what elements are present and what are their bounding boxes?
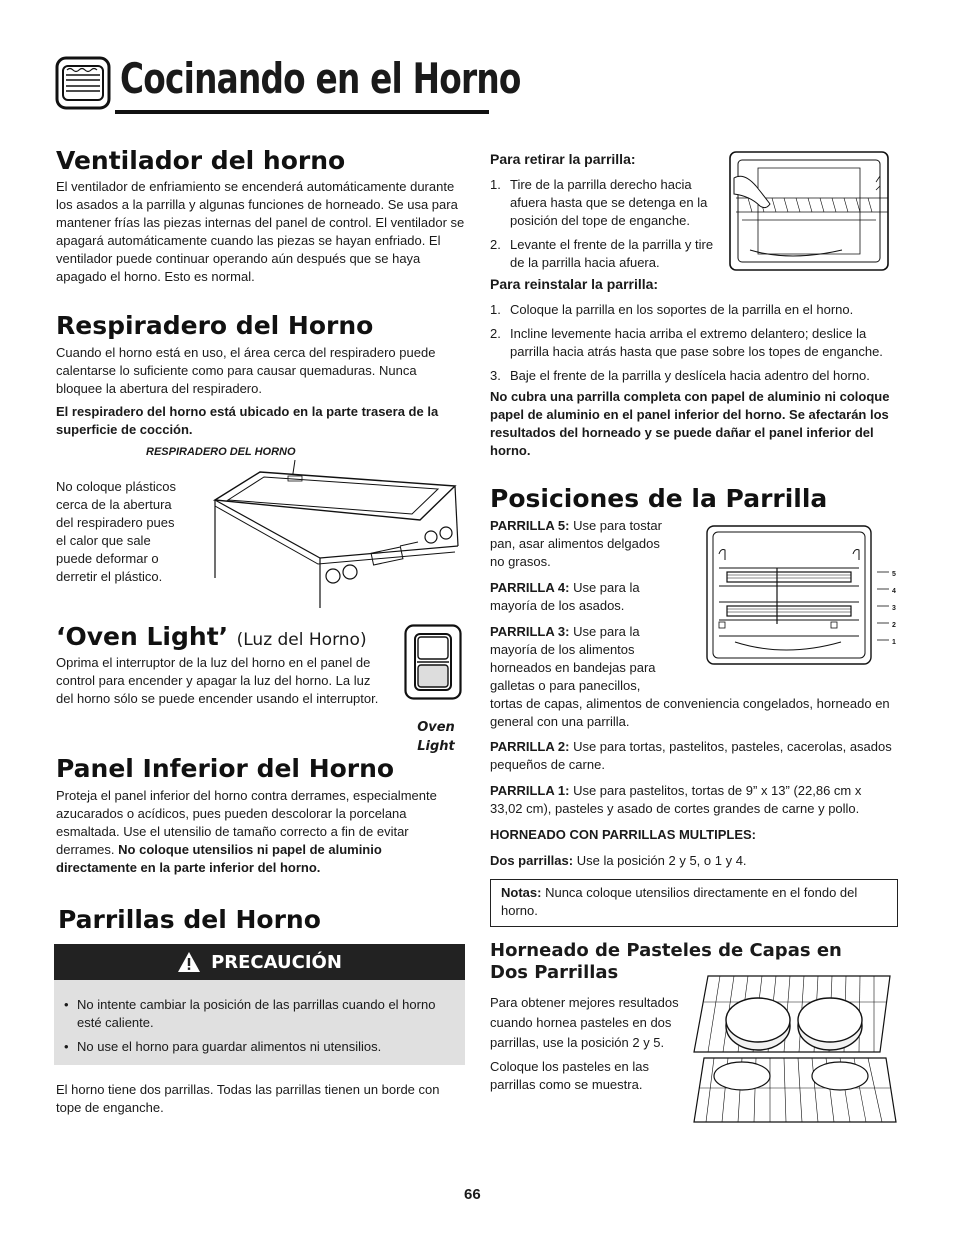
layer-cakes-heading: Horneado de Pasteles de Capas en Dos Parrillas [490, 940, 842, 983]
foil-warning: No cubra una parrilla completa con papel de aluminio ni coloque papel de aluminio en el panel inferior del horno. Se afectarán los resultados del horneado y se puede dañar el panel inferior del horno. [490, 389, 890, 458]
bottom-panel-bold: No coloque utensilios ni papel de aluminio directamente en la parte inferior del horno. [56, 842, 382, 875]
remove-heading: Para retirar la parrilla: [490, 151, 636, 167]
caution-item-text: No use el horno para guardar alimentos ni utensilios. [77, 1039, 382, 1054]
remove-step: 2. Levante el frente de la parrilla y tire de la parrilla hacia afuera. [490, 237, 714, 270]
oven-light-title: ‘Oven Light’ [56, 622, 229, 651]
oven-light-switch-label [412, 718, 460, 756]
rack-removal-illustration [728, 150, 890, 272]
cooktop-illustration [200, 458, 470, 610]
rack-number: 3 [892, 605, 896, 612]
rack-3-desc-cont: tortas de capas, alimentos de conveniencia congelados, horneado en general con una parrilla. [490, 696, 890, 729]
vent-body: Cuando el horno está en uso, el área cerca del respiradero puede calentarse lo suficiente como para causar quemaduras. Nunca bloquee la abertura del respiradero. [56, 345, 436, 396]
rack-1-desc: PARRILLA 1: Use para pastelitos, tortas de 9” x 13” (22,86 cm x 33,02 cm), pasteles y asado de cortes grandes de carne y pollo. [490, 783, 862, 816]
vent-heading: Respiradero del Horno [56, 311, 374, 340]
switch-label-line2: Light [417, 739, 455, 754]
light-switch-icon [404, 624, 462, 700]
remove-step: 1. Tire de la parrilla derecho hacia afuera hasta que se detenga en la posición del tope de enganche. [490, 177, 708, 228]
rack-number: 2 [892, 622, 896, 629]
vent-location-note: El respiradero del horno está ubicado en la parte trasera de la superficie de cocción. [56, 404, 439, 437]
caution-list [54, 980, 465, 1065]
reinstall-step: 1. Coloque la parrilla en los soportes de la parrilla en el horno. [490, 302, 854, 317]
fan-heading: Ventilador del horno [56, 146, 346, 175]
reinstall-step: 3. Baje el frente de la parrilla y deslícela hacia adentro del horno. [490, 368, 870, 383]
caution-item-text: No intente cambiar la posición de las parrillas cuando el horno esté caliente. [77, 997, 436, 1030]
reinstall-heading: Para reinstalar la parrilla: [490, 276, 659, 292]
positions-heading: Posiciones de la Parrilla [490, 484, 828, 513]
rack-number-scale [892, 566, 896, 651]
racks-heading: Parrillas del Horno [58, 905, 321, 934]
warning-icon [177, 951, 201, 973]
reinstall-steps [490, 301, 900, 391]
vent-figure-label: RESPIRADERO DEL HORNO [146, 446, 296, 458]
reinstall-step: 2. Incline levemente hacia arriba el extremo delantero; deslice la parrilla hacia atrás hasta que pase sobre los topes de enganche. [490, 326, 883, 359]
layer-cakes-p2: Coloque los pasteles en las parrillas como se muestra. [490, 1059, 649, 1092]
title-underline [115, 110, 489, 114]
bottom-panel-body [56, 787, 456, 877]
remove-steps [490, 176, 715, 278]
notes-text: Notas: Nunca coloque utensilios directamente en el fondo del horno. [501, 885, 858, 918]
fan-body: El ventilador de enfriamiento se encenderá automáticamente durante los asados a la parrilla y algunas funciones de horneado. Se usa para mantener frías las piezas internas del panel de control. El ventilador se apagará automáticamente cuando las piezas se hayan enfriado. El ventilador puede continuar operando aún después que se haya apagado el horno. Esto es normal. [56, 179, 465, 284]
oven-icon [55, 56, 111, 110]
switch-label-line1: Oven [417, 720, 455, 735]
bottom-panel-heading: Panel Inferior del Horno [56, 754, 395, 783]
oven-light-body: Oprima el interruptor de la luz del horno en el panel de control para encender y apagar la luz del horno. La luz del horno sólo se puede encender usando el interruptor. [56, 655, 379, 706]
bottom-panel-text: Proteja el panel inferior del horno contra derrames, especialmente azucarados o acídicos, pues pueden descolorar la porcelana esmaltada. Use el utensilio de tamaño correcto a fin de evitar derrames. [56, 788, 437, 857]
rack-number: 4 [892, 588, 896, 595]
rack-3-desc: PARRILLA 3: Use para la mayoría de los alimentos horneados en bandejas para galletas o para panecillos, [490, 624, 656, 693]
rack-positions-illustration [705, 524, 905, 668]
rack-4-desc: PARRILLA 4: Use para la mayoría de los asados. [490, 580, 640, 613]
rack-number: 5 [892, 571, 896, 578]
notes-box [490, 879, 898, 927]
layer-cakes-p1: Para obtener mejores resultados cuando hornea pasteles en dos parrillas, use la posición 2 y 5. [490, 995, 679, 1050]
page-number: 66 [464, 1186, 481, 1203]
rack-5-desc: PARRILLA 5: Use para tostar pan, asar alimentos delgados no grasos. [490, 518, 662, 569]
racks-body: El horno tiene dos parrillas. Todas las parrillas tienen un borde con tope de enganche. [56, 1082, 440, 1115]
rack-2-desc: PARRILLA 2: Use para tortas, pastelitos, pasteles, cacerolas, asados pequeños de carne. [490, 739, 892, 772]
caution-item: • No intente cambiar la posición de las parrillas cuando el horno esté caliente. [64, 996, 454, 1032]
page-title: Cocinando en el Horno [120, 54, 521, 103]
two-racks-desc: Dos parrillas: Use la posición 2 y 5, o 1 y 4. [490, 853, 747, 868]
caution-banner [54, 944, 465, 980]
layer-cakes-illustration [690, 972, 898, 1126]
caution-item: • No use el horno para guardar alimentos ni utensilios. [64, 1038, 454, 1056]
rack-number: 1 [892, 639, 896, 646]
oven-light-heading [56, 622, 367, 652]
multi-rack-heading: HORNEADO CON PARRILLAS MULTIPLES: [490, 827, 757, 842]
vent-side-note: No coloque plásticos cerca de la abertura del respiradero pues el calor que sale puede deformar o derretir el plástico. [56, 479, 176, 584]
caution-title: PRECAUCIÓN [211, 951, 342, 973]
oven-light-subtitle: (Luz del Horno) [236, 630, 367, 650]
